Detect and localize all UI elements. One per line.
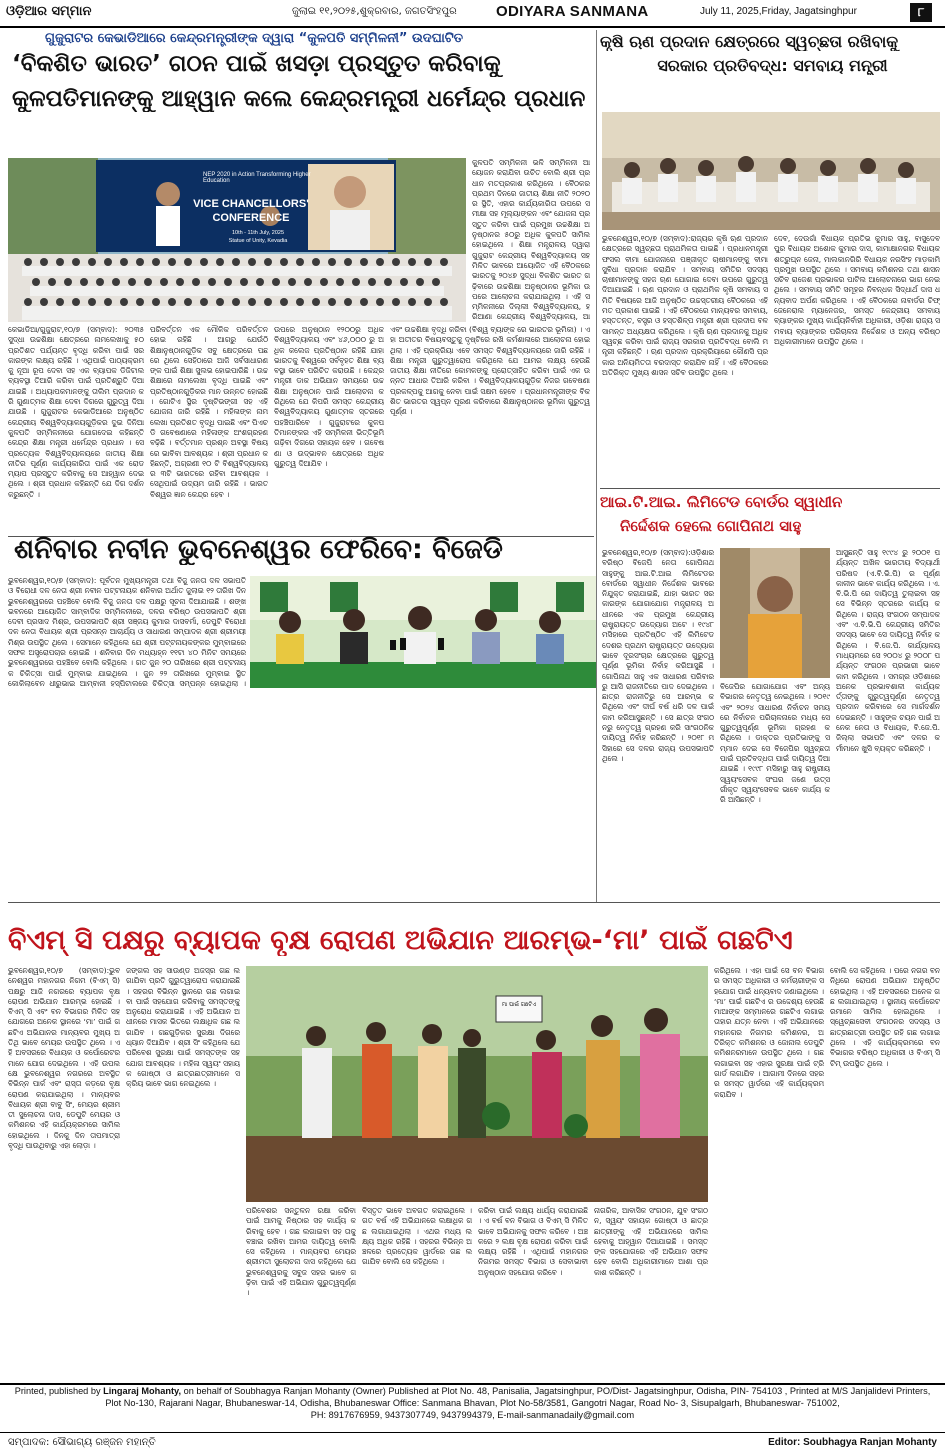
editor-bar bbox=[0, 1432, 945, 1452]
story5-column-5: କରିବା ପାଇଁ ଲକ୍ଷ୍ୟ ଧାର୍ଯ୍ୟ କରାଯାଇଛି । ଏ ବର୍ଷ ବନ ବିଭାଗ ଓ ବିଏମ୍ ସି ମିଳିତ ଭାବେ ଅଭିଯାନକୁ ସଫଳ କରିବେ । ଅଞ୍ଚଳରେ ୨ ଲକ୍ଷ ବୃକ୍ଷ ରୋପଣ କରିବା ପାଇଁ ଲକ୍ଷ୍ୟ ରହିଛି । ଏଥିପାଇଁ ମହାନଗର ନିଗମର ସମସ୍ତ ବିଭାଗ ଓ ସେବାଭାବୀ ଅନୁଷ୍ଠାନ ସହଯୋଗ କରିବେ । bbox=[478, 1206, 588, 1277]
story3-headline-line1: ଆଇ.ଟି.ଆଇ. ଲିମିଟେଡ ବୋର୍ଡର ସ୍ୱାଧୀନ bbox=[600, 494, 843, 511]
portrait-photo-svg bbox=[720, 548, 830, 678]
story5-column-7: କରିଥିଲେ । ଏହା ପାଇଁ ସେ ବନ ବିଭାଗର ସମସ୍ତ ଅଧିକାରୀ ଓ କର୍ମଚାରୀଙ୍କ ସହଯୋଗ ପାଇଁ ଧନ୍ୟବାଦ ଜଣାଇଥିଲେ । ‘ମା’ ପାଇଁ ଗଛଟିଏ ର ଉଦ୍ଦେଶ୍ୟ ହେଉଛି ମାଆଙ୍କ ସମ୍ମାନରେ ଗଛଟିଏ ଲଗାଇ ତାହାର ଯତ୍ନ ନେବା । ଏହି ଅଭିଯାନରେ ମହାନଗର ନିଗମର କମିଶନର, ଅତିରିକ୍ତ କମିଶନର ଓ ଜୋନାଲ ଡେପୁଟି କମିଶନରମାନେ ଉପସ୍ଥିତ ଥିଲେ । ଗଛ ଲଗାଇବା ସହ ଏହାର ସୁରକ୍ଷା ପାଇଁ ଟ୍ରି ଗାର୍ଡ ଲଗାଯିବ । ଆଗାମୀ ଦିନରେ ସହରର ସମସ୍ତ ୱାର୍ଡରେ ଏହି କାର୍ଯ୍ୟକ୍ରମ କରାଯିବ । bbox=[714, 966, 824, 1099]
banner-date: 10th - 11th July, 2025 bbox=[231, 230, 285, 236]
imprint-line-3: PH: 8917676959, 9437307749, 9437994379, E-mail-sanmanadaily@gmail.com bbox=[310, 1410, 635, 1420]
story5-column-2: ଜଙ୍ଗଲ ସହ ସାଉଣ୍ଡ ଅଜସ୍ର ଗଛ ଲଗାଯିବା ପ୍ରତି ଗୁରୁତ୍ୱାରୋପ କରାଯାଇଛି । ସହରର ବିଭିନ୍ନ ସ୍ଥାନରେ ଗଛ ଲଗାଇବା ପାଇଁ ସହଯୋଗ କରିବାକୁ ସମସ୍ତଙ୍କୁ ଅନୁରୋଧ କରାଯାଇଛି । ଏହି ଅଭିଯାନ ଅଧୀନରେ ମାସକ ଭିତରେ ଲକ୍ଷାଧିକ ଗଛ ଲଗାଯିବ । ଗଛଗୁଡ଼ିକର ସୁରକ୍ଷା ଦିଗରେ ଧ୍ୟାନ ଦିଆଯିବ । ଶ୍ରୀ ସିଂ କହିଥିଲେ ଯେ ପରିବେଶ ସୁରକ୍ଷା ପାଇଁ ସମସ୍ତଙ୍କ ସହଯୋଗ ଆବଶ୍ୟକ । ମହିଳା ସ୍ୱୟଂ ସହାୟକ ଗୋଷ୍ଠୀ ଓ ଛାତ୍ରଛାତ୍ରୀମାନେ ସକ୍ରିୟ ଭାବେ ଭାଗ ନେଇଥିଲେ । bbox=[126, 966, 240, 1089]
editor-odia: ସମ୍ପାଦକ: ସୌଭାଗ୍ୟ ରଞ୍ଜନ ମହାନ୍ତି bbox=[8, 1437, 156, 1448]
story1-column-1: କେଭାଡିଆ/ଗୁଜୁରାଟ,୧୦/୭ (ସମ୍ବାଦ): ୨୦୩୫ ସୁଦ୍ଧା ଉଚ୍ଚଶିକ୍ଷା କ୍ଷେତ୍ରରେ ନାମଲେଖାକୁ ୫୦ ପ୍ରତିଶତ ପର୍ଯ୍ୟନ୍ତ ବୃଦ୍ଧି କରିବା ପାଇଁ ସରକାରଙ୍କ ଲକ୍ଷ୍ୟ ରହିଛି । ଏଥିପାଇଁ ପାଠ୍ୟକ୍ରମକୁ ନୂଆ ରୂପ ଦେବା ସହ ଏକ ବ୍ୟାପକ ଡିଜିଟାଲ ବ୍ୟବସ୍ଥା ତିଆରି କରିବା ପାଇଁ ପ୍ରତିଶ୍ରୁତି ଦିଆଯାଇଛି । ଅଧ୍ୟାପକମାନଙ୍କୁ ତାଲିମ ପ୍ରଦାନ କରି ଗୁଣାତ୍ମକ ଶିକ୍ଷା ଦେବା ଦିଗରେ ଗୁରୁତ୍ୱ ଦିଆଯାଉଛି । ଗୁଜୁରାଟର କେଭାଡିଆରେ ଅନୁଷ୍ଠିତ କେନ୍ଦ୍ରୀୟ ବିଶ୍ୱବିଦ୍ୟାଳୟଗୁଡ଼ିକର ଦୁଇ ଦିନିଆ କୁଳପତି ସମ୍ମିଳନୀରେ ଯୋଗଦେଇ କହିଛନ୍ତି କେନ୍ଦ୍ର ଶିକ୍ଷା ମନ୍ତ୍ରୀ ଧର୍ମେନ୍ଦ୍ର ପ୍ରଧାନ । ସେ ପ୍ରତ୍ୟେକ ବିଶ୍ୱବିଦ୍ୟାଳୟରେ ଜାତୀୟ ଶିକ୍ଷା ନୀତିର ପୂର୍ଣ୍ଣ କାର୍ଯ୍ୟକାରିତା ପାଇଁ ଏକ ରୋଡମ୍ୟାପ ପ୍ରସ୍ତୁତ କରିବାକୁ ସେ ଆହ୍ୱାନ ଦେଇଥିଲେ । ଶ୍ରୀ ପ୍ରଧାନ କହିଛନ୍ତି ଯେ ଦିଗ ଦର୍ଶନ କରୁଛନ୍ତି । bbox=[8, 325, 144, 499]
story2-meeting-photo bbox=[602, 112, 940, 230]
story1-headline-line1: ‘ବିକଶିତ ଭାରତ’ ଗଠନ ପାଇଁ ଖସଡ଼ା ପ୍ରସ୍ତୁତ କରିବାକୁ bbox=[12, 52, 501, 77]
banner-small-text: NEP 2020 in Action Transforming Higher Education bbox=[203, 172, 311, 184]
story5-column-8: ବୋଲି ସେ କହିଥିଲେ । ପରେ ନଗର ବନ ନିଧିରେ ରୋପଣ ଅଭିଯାନ ଅନୁଷ୍ଠିତ ହୋଇଥିଲା । ଏହି ଅବସରରେ ଅନେକ ଗଛ ଲଗାଯାଇଥିଲା । ସ୍ଥାନୀୟ କର୍ପୋରେଟରମାନେ ସାମିଲ ହୋଇଥିଲେ । ସ୍ୱେଚ୍ଛାସେବୀ ସଂଗଠନର ସଦସ୍ୟ ଓ ଛାତ୍ରଛାତ୍ରୀ ଉପସ୍ଥିତ ରହି ଗଛ ଲଗାଇଥିଲେ । ଏହି କାର୍ଯ୍ୟକ୍ରମରେ ବନ ବିଭାଗର ବରିଷ୍ଠ ଅଧିକାରୀ ଓ ବିଏମ୍ ସି ଟିମ୍ ଉପସ୍ଥିତ ଥିଲେ । bbox=[830, 966, 940, 1068]
meeting-photo-svg bbox=[602, 112, 940, 230]
story1-body-right: କୁଳପତି ସମ୍ମିଳନୀ ଭଳି ସମ୍ମିଳନୀ ଆୟୋଜନ କରାଯିବା ଉଚିତ ବୋଲି ଶ୍ରୀ ପ୍ରଧାନ ମତପ୍ରକାଶ କରିଥିଲେ । ବୈଠକର ପ୍ରଥମ ଦିନରେ ଜାତୀୟ ଶିକ୍ଷା ନୀତି ୨୦୨୦ର ସ୍ଥିତି, ଏହାର କାର୍ଯ୍ୟକାରିତା ଉପରେ ସମୀକ୍ଷା ସହ ମୂଲ୍ୟାଙ୍କନ ଏବଂ ଯୋଜନା ପ୍ରସ୍ତୁତ କରିବା ପାଇଁ ପ୍ରମୁଖ ଉଚ୍ଚଶିକ୍ଷା ଅନୁଷ୍ଠାନର ୫୦ରୁ ଅଧିକ କୁଳପତି ସାମିଲ ହୋଇଥିଲେ । ଶିକ୍ଷା ମନ୍ତ୍ରାଳୟ ଦ୍ୱାରା ଗୁଜୁରାଟ କେନ୍ଦ୍ରୀୟ ବିଶ୍ୱବିଦ୍ୟାଳୟ ସହ ମିଳିତ ଭାବରେ ଆୟୋଜିତ ଏହି ବୈଠକରେ ଭାରତକୁ ୨୦୪୭ ସୁଦ୍ଧା ବିକଶିତ ଭାରତ ଗଢ଼ିବାରେ ଉଚ୍ଚଶିକ୍ଷା ଅନୁଷ୍ଠାନର ଭୂମିକା ଉପରେ ଆଲୋଚନା କରାଯାଇଥିଲା । ଏହି ସମ୍ମିଳନୀରେ ଦିଲ୍ଲୀ ବିଶ୍ୱବିଦ୍ୟାଳୟ, ହରିଆଣା କେନ୍ଦ୍ରୀୟ ବିଶ୍ୱବିଦ୍ୟାଳୟ, ଆ bbox=[472, 158, 590, 322]
story5-column-3: ପରିବେଶର ସନ୍ତୁଳନ ରକ୍ଷା କରିବା ପାଇଁ ଆମକୁ ନିଷ୍ଠାର ସହ କାର୍ଯ୍ୟ କରିବାକୁ ହେବ । ଗଛ ଲଗାଇବା ସହ ତାକୁ ବଞ୍ଚାଇ ରଖିବା ଆମର ଦାୟିତ୍ୱ ବୋଲି ସେ କହିଥିଲେ । ମାନ୍ୟବରା ମେୟର ଶ୍ରୀମତୀ ସୁଲୋଚନା ଦାସ କହିଥିଲେ ଯେ ଭୁବନେଶ୍ୱରକୁ ସବୁଜ ସହର ଭାବେ ଗଢ଼ିବା ପାଇଁ ଏହି ଅଭିଯାନ ଗୁରୁତ୍ୱପୂର୍ଣ୍ଣ । bbox=[246, 1206, 356, 1298]
section-divider bbox=[8, 902, 940, 903]
story1-column-3: ଉପରେ ଅନୁଷ୍ଠାନ ୧୨୦୦ରୁ ଅଧିକ ବିଶ୍ୱବିଦ୍ୟାଳୟ ଏବଂ ୪୬,୦୦୦ ରୁ ଅଧିକ କଲେଜ ପ୍ରତିଷ୍ଠାନ ରହିଛି ଯାହା ଭାରତକୁ ବିଶ୍ୱରେ ସର୍ବବୃହତ ଶିକ୍ଷା ବ୍ୟବସ୍ଥା ଭାବେ ପରିଚିତ କରାଉଛି । କେନ୍ଦ୍ରମନ୍ତ୍ରୀ ଡାକ ଅଭିଯାନ ସମୟରେ ଉଚ୍ଚଶିକ୍ଷା ଅନୁଷ୍ଠାନ ପାଇଁ ଆଲୋଚନା କରିଥିଲେ ଯେ କିପରି ସମସ୍ତ କେନ୍ଦ୍ରୀୟ ବିଶ୍ୱବିଦ୍ୟାଳୟ ଗୁଣାତ୍ମକ ସ୍ତରରେ ପହଞ୍ଚିପାରିବେ । ଗୁଜୁରାଟରେ କୁଳପତିମାନଙ୍କର ଏହି ସମ୍ମିଳନୀ ଭିତ୍ତିଭୂମି ଗଢ଼ିବା ଦିଗରେ ସହାୟକ ହେବ । ଗବେଷଣା ଓ ଉଦ୍ଭାବନ କ୍ଷେତ୍ରରେ ଅଧିକ ଗୁରୁତ୍ୱ ଦିଆଯିବ । bbox=[274, 325, 384, 468]
plantation-photo-svg bbox=[246, 966, 708, 1202]
editor-english: Editor: Soubhagya Ranjan Mohanty bbox=[768, 1437, 937, 1448]
story5-column-6: ନାଗରିକ, ଆବାସିକ ସଂଗଠନ, ଯୁବ ସଂଗଠନ, ସ୍ୱୟଂ ସହାୟକ ଗୋଷ୍ଠୀ ଓ ଛାତ୍ରଛାତ୍ରୀଙ୍କୁ ଏହି ଅଭିଯାନରେ ସାମିଲ ହେବାକୁ ଆହ୍ୱାନ ଦିଆଯାଇଛି । ସମସ୍ତଙ୍କ ସହଯୋଗରେ ଏହି ଅଭିଯାନ ସଫଳ ହେବ ବୋଲି ଅଧିକାରୀମାନେ ଆଶା ପ୍ରକାଶ କରିଛନ୍ତି । bbox=[594, 1206, 708, 1277]
story5-headline: ବିଏମ୍ ସି ପକ୍ଷରୁ ବ୍ୟାପକ ବୃକ୍ଷ ରୋପଣ ଅଭିଯାନ ଆରମ୍ଭ-‘ମା’ ପାଇଁ ଗଛଟିଏ bbox=[8, 926, 793, 956]
story5-plantation-photo bbox=[246, 966, 708, 1202]
story3-column-2: ବିଜେପିର ଯୋଗାଯୋଗ ଏବଂ ଅନ୍ୟ ବିଭାଗର ନେତୃତ୍ୱ ନେଇଥିଲେ । ୨୦୧୯ ଏବଂ ୨୦୨୪ ସାଧାରଣ ନିର୍ବାଚନ ସମୟରେ ନିର୍ବାଚନ ପରିଚାଳନାରେ ମଧ୍ୟ ସେ ଗୁରୁତ୍ୱପୂର୍ଣ୍ଣ ଭୂମିକା ଗ୍ରହଣ କରିଥିଲେ । ଡାକ୍ତର ପ୍ରତିଭାଙ୍କୁ ସମ୍ମାନ ଦେଇ ସେ ବିଜେପିର ସ୍ୱଚ୍ଛତା ପାଇଁ ପ୍ରତିବଦ୍ଧତା ପାଇଁ ଦାୟିତ୍ୱ ଦିଆଯାଇଛି । ୧୯୯୮ ମସିହାରୁ ସାହୁ ରାଷ୍ଟ୍ରୀୟ ସ୍ୱୟଂସେବକ ସଂଘର ଜଣେ ଉତ୍ସର୍ଗୀକୃତ ସ୍ୱୟଂସେବକ ଭାବେ କାର୍ଯ୍ୟ କରି ଆସିଛନ୍ତି । bbox=[720, 682, 830, 805]
imprint-line-1-rest: on behalf of Soubhagya Ranjan Mohanty (Owner) Published at Plot No. 48, Panisalia, Jagatsinghpur, PO/Dist- Jagatsinghpur, Odisha, PIN- 754103 , Printed at M/S Janjalidevi Printers, bbox=[183, 1386, 931, 1396]
story5-column-1: ଭୁବନେଶ୍ୱର,୧୦/୭ (ସମ୍ବାଦ):ଭୁବନେଶ୍ୱର ମହାନଗର ନିଗମ (ବିଏମ୍ ସି) ପକ୍ଷରୁ ଆଜି ନଗରରେ ବ୍ୟାପକ ବୃକ୍ଷ ରୋପଣ ଅଭିଯାନ ଆରମ୍ଭ ହୋଇଛି । ବିଏମ୍ ସି ଏବଂ ବନ ବିଭାଗର ମିଳିତ ସହଯୋଗରେ ଅନେକ ସ୍ଥାନରେ ‘ମା’ ପାଇଁ ଗଛଟିଏ ଅଭିଯାନର ମାନ୍ୟବର ମୁଖ୍ୟ ଅତିଥି ଭାବେ ମେୟର ଉପସ୍ଥିତ ଥିଲେ । ଏହି ଅବସରରେ ବିଧାୟକ ଓ କର୍ପୋରେଟରମାନେ ଯୋଗ ଦେଇଥିଲେ । ଏହି ଉପଲକ୍ଷେ ଭୁବନେଶ୍ୱର ନଗରରେ ଅବସ୍ଥିତ ବିଭିନ୍ନ ପାର୍କ ଏବଂ ରାସ୍ତା କଡ଼ରେ ବୃକ୍ଷ ରୋପଣ କରାଯାଇଥିଲା । ମାନ୍ୟବର ବିଧାୟକ ଶ୍ରୀ ବାବୁ ସିଂ, ମେୟର ଶ୍ରୀମତୀ ସୁଲୋଚନା ଦାସ, ଡେପୁଟି ମେୟର ଓ କମିଶନର ଏହି କାର୍ଯ୍ୟକ୍ରମରେ ସାମିଲ ହୋଇଥିଲେ । ଦିନକୁ ଦିନ ତାପମାତ୍ରା ବୃଦ୍ଧି ପାଉଥିବାରୁ ଏହା ଲୋଡ଼ା । bbox=[8, 966, 120, 1151]
story4-body: ଭୁବନେଶ୍ୱର,୧୦/୭ (ସମ୍ବାଦ): ପୂର୍ବତନ ମୁଖ୍ୟମନ୍ତ୍ରୀ ତଥା ବିଜୁ ଜନତା ଦଳ ସଭାପତି ଓ ବିରୋଧୀ ଦଳ ନେତା ଶ୍ରୀ ନବୀନ ପଟ୍ଟନାୟକ ଶନିବାର ଅର୍ଥାତ ଜୁଲାଇ ୧୨ ତାରିଖ ଦିନ ଭୁବନେଶ୍ୱରରେ ପହଞ୍ଚିବେ ବୋଲି ବିଜୁ ଜନତା ଦଳ ପକ୍ଷରୁ ସୂଚନା ଦିଆଯାଇଛି । ଶଙ୍ଖ ଭବନରେ ଆୟୋଜିତ ସାମ୍ବାଦିକ ସମ୍ମିଳନୀରେ, ଦଳର ବରିଷ୍ଠ ଉପସଭାପତି ଶ୍ରୀ ଦେବୀ ପ୍ରସାଦ ମିଶ୍ର, ଉପସଭାପତି ଶ୍ରୀ ସଞ୍ଜୟ କୁମାର ଦାସବର୍ମା, ଡେପୁଟି ବିରୋଧୀ ଦଳ ନେତା ବିଧାୟକ ଶ୍ରୀ ପ୍ରସନ୍ନ ଆଚାର୍ଯ୍ୟ ଓ ସାଧାରଣ ସମ୍ପାଦକ ଶ୍ରୀ ଶ୍ରୀମୟୀ ମିଶ୍ର ଉପସ୍ଥିତ ଥିଲେ । ସେମାନେ କହିଥିଲେ ଯେ ଶ୍ରୀ ପଟ୍ଟନାୟକଙ୍କର ମୁମ୍ବାଇରେ ସଫଳ ଅସ୍ତ୍ରୋପଚାର ହୋଇଛି । ଶନିବାର ଦିନ ମଧ୍ୟାହ୍ନ ୧୧ଟା ୪୦ ମିନିଟ ସମୟରେ ଭୁବନେଶ୍ୱରରେ ପହଞ୍ଚିବେ ବୋଲି କହିଥିଲେ । ଗତ ଜୁନ ୨୦ ତାରିଖରେ ଶ୍ରୀ ପଟ୍ଟନାୟକ ଚିକିତ୍ସା ପାଇଁ ମୁମ୍ବାଇ ଯାଇଥିଲେ । ଜୁନ ୨୨ ତାରିଖରେ ମୁମ୍ବାଇ ସ୍ଥିତ କୋକିଲାବେନ ଧୀରୁଭାଇ ଆମ୍ବାନୀ ହସ୍ପିଟାଲରେ ଚିକିତ୍ସା ସମ୍ପନ୍ନ ହୋଇଥିଲା । bbox=[8, 576, 246, 688]
masthead-newspaper-name: ODIYARA SANMANA bbox=[496, 3, 649, 20]
imprint-publisher: Lingaraj Mohanty, bbox=[103, 1386, 182, 1396]
story2-headline-line1: କୃଷି ଋଣ ପ୍ରଦାନ କ୍ଷେତ୍ରରେ ସ୍ୱଚ୍ଛତା ରଖିବାକୁ bbox=[600, 33, 899, 51]
masthead-date-english: July 11, 2025,Friday, Jagatsinghpur bbox=[700, 6, 857, 17]
story2-column-1: ଭୁବନେଶ୍ୱର,୧୦/୭ (ସମ୍ବାଦ):ରାଜ୍ୟର କୃଷି ଋଣ ପ୍ରଦାନ କ୍ଷେତ୍ରରେ ସ୍ୱଚ୍ଛତା ପ୍ରାଥମିକତା ପାଇଛି । ପ୍ରଧାନମନ୍ତ୍ରୀ ଫସଲ ବୀମା ଯୋଜନାରେ ପଞ୍ଜୀକୃତ ଚାଷୀମାନଙ୍କୁ ବୀମା ସୁବିଧା ପ୍ରଦାନ କରାଯିବ । ସମବାୟ ସମିତିର ସଦସ୍ୟ ଚାଷୀମାନଙ୍କୁ ସହଜ ଋଣ ଯୋଗାଇ ଦେବା ଉପରେ ଗୁରୁତ୍ୱ ଦିଆଯାଇଛି । ଋଣ ପ୍ରଦାନ ଓ ପ୍ରାଥମିକ କୃଷି ସମବାୟ ସମିତି ବିଷୟରେ ଆଜି ଅନୁଷ୍ଠିତ ଉଚ୍ଚସ୍ତରୀୟ ବୈଠକରେ ଏହି ମତ ପ୍ରକାଶ ପାଇଛି । ଏହି ବୈଠକରେ ମାନ୍ୟବର ସମବାୟ, ହସ୍ତତନ୍ତ, ବସ୍ତ୍ର ଓ ହସ୍ତଶିଳ୍ପ ମନ୍ତ୍ରୀ ଶ୍ରୀ ପ୍ରଦୀପ ବଳ ସାମନ୍ତ ଅଧ୍ୟକ୍ଷତା କରିଥିଲେ । କୃଷି ଋଣ ପ୍ରଦାନକୁ ଅଧିକ ସ୍ୱଚ୍ଛ କରିବା ପାଇଁ ରାଜ୍ୟ ସରକାର ପ୍ରତିବଦ୍ଧ ବୋଲି ମନ୍ତ୍ରୀ କହିଛନ୍ତି । ଋଣ ପ୍ରଦାନ ପ୍ରକ୍ରିୟାରେ କୌଣସି ପ୍ରକାର ଅନିୟମିତତା ବରଦାସ୍ତ କରାଯିବ ନାହିଁ । ଏହି ବୈଠକରେ ଅତିରିକ୍ତ ମୁଖ୍ୟ ଶାସନ ସଚିବ ଉପସ୍ଥିତ ଥିଲେ । bbox=[602, 234, 768, 377]
story1-kicker: ଗୁଜୁରାଟର କେଭାଡିଆରେ କେନ୍ଦ୍ରମନ୍ତ୍ରୀଙ୍କ ଦ୍ୱାରା “କୁଳପତି ସମ୍ମିଳନୀ” ଉଦଘାଟିତ bbox=[45, 31, 464, 46]
story3-column-3: ଆସୁଛନ୍ତି ସାହୁ ୧୯୯୪ ରୁ ୨୦୦୧ ପର୍ଯ୍ୟନ୍ତ ଅଖିଳ ଭାରତୀୟ ବିଦ୍ୟାର୍ଥୀ ପରିଷଦ (ଏ.ବି.ଭି.ପି) ର ପୂର୍ଣ୍ଣକାଳୀନ ଭାବେ କାର୍ଯ୍ୟ କରିଥିଲେ । ଏ.ବି.ଭି.ପି ରେ ଦାୟିତ୍ୱ ତୁଲାଇବା ସହ ସେ ବିଭିନ୍ନ ସ୍ତରରେ କାର୍ଯ୍ୟ କରିଥିଲେ । ରାଜ୍ୟ ସଂଗଠନ ସମ୍ପାଦକ ଏବଂ ଏ.ବି.ଭି.ପି କେନ୍ଦ୍ରୀୟ ସମିତିର ସଦସ୍ୟ ଭାବେ ସେ ଦାୟିତ୍ୱ ନିର୍ବାହ କରିଥିଲେ । ବି.ଜେ.ପି. କାର୍ଯ୍ୟାଳୟ ମାଧ୍ୟମରେ ସେ ୨୦୦୪ ରୁ ୨୦୦୮ ପର୍ଯ୍ୟନ୍ତ ସଂଗଠନ ପ୍ରଭାରୀ ଭାବେ କାମ କରିଥିଲେ । ସମଗ୍ର ଓଡ଼ିଶାରେ ଅନେକ ପ୍ରଭାବଶାଳୀ କାର୍ଯ୍ୟକର୍ତ୍ତାଙ୍କୁ ଗୁରୁତ୍ୱପୂର୍ଣ୍ଣ ନେତୃତ୍ୱ ପ୍ରଦାନ କରିବାରେ ସେ ମାର୍ଗଦର୍ଶନ ଦେଇଛନ୍ତି । ସାହୁଙ୍କ ଚୟନ ପାଇଁ ଅନେକ ନେତା ଓ ବିଧାୟକ, ବି.ଜେ.ପି. ଜିଲ୍ଲା ସଭାପତି ଏବଂ ଦଳର କର୍ମୀମାନେ ଖୁସି ବ୍ୟକ୍ତ କରିଛନ୍ତି । bbox=[836, 548, 940, 753]
imprint-footer bbox=[0, 1383, 945, 1431]
story5-column-4: ବିସ୍ତୃତ ଭାବେ ଅବଗତ କରାଇଥିଲେ । ଗତ ବର୍ଷ ଏହି ଅଭିଯାନରେ ଲକ୍ଷାଧିକ ଗଛ ଲଗାଯାଇଥିଲା । ଏଥର ମଧ୍ୟ ଲକ୍ଷ୍ୟ ଅଧିକ ରହିଛି । ସହରର ବିଭିନ୍ନ ଅଞ୍ଚଳରେ ପ୍ରତ୍ୟେକ ୱାର୍ଡରେ ଗଛ ଲଗାଯିବ ବୋଲି ସେ କହିଥିଲେ । bbox=[362, 1206, 472, 1267]
banner-title-line1: VICE CHANCELLORS' bbox=[193, 198, 309, 210]
story2-headline-line2: ସରକାର ପ୍ରତିବଦ୍ଧ: ସମବାୟ ମନ୍ତ୍ରୀ bbox=[657, 57, 888, 75]
story4-press-meet-photo bbox=[250, 576, 596, 688]
page-number: ୮ bbox=[910, 3, 932, 22]
banner-title-line2: CONFERENCE bbox=[212, 212, 290, 224]
imprint-line-1 bbox=[0, 1385, 945, 1397]
story3-headline-line2: ନିର୍ଦ୍ଦେଶକ ହେଲେ ଗୋପିନାଥ ସାହୁ bbox=[620, 518, 802, 535]
story3-column-1: ଭୁବନେଶ୍ୱର,୧୦/୭ (ସମ୍ବାଦ):ଓଡ଼ିଶାର ବରିଷ୍ଠ ବିଜେପି ନେତା ଗୋପିନାଥ ସାହୁଙ୍କୁ ଆଇ.ଟି.ଆଇ ଲିମିଟେଡର ବୋର୍ଡରେ ସ୍ୱାଧୀନ ନିର୍ଦ୍ଦେଶକ ଭାବରେ ନିଯୁକ୍ତ କରାଯାଇଛି, ଯାହା ଭାରତ ସରକାରଙ୍କ ଯୋଗାଯୋଗ ମନ୍ତ୍ରାଳୟ ଅଧୀନରେ ଏକ ପ୍ରମୁଖ କେନ୍ଦ୍ରୀୟ ରାଷ୍ଟ୍ରାୟତ୍ତ ଉଦ୍ୟୋଗ ଅଟେ । ୧୯୪୮ ମସିହାରେ ପ୍ରତିଷ୍ଠିତ ଏହି ଲିମିଟେଡ ଦେଶର ପ୍ରଥମ ରାଷ୍ଟ୍ରାୟତ୍ତ ଉଦ୍ୟୋଗ ଭାବେ ଦୂରସଂଚାର କ୍ଷେତ୍ରରେ ଗୁରୁତ୍ୱପୂର୍ଣ୍ଣ ଭୂମିକା ନିର୍ବାହ କରିଆସୁଛି । ଗୋପିନାଥ ସାହୁ ଏକ ସାଧାରଣ ପରିବାରରୁ ଆସି ରାଜନୀତିରେ ପାଦ ଦେଇଥିଲେ । ଛାତ୍ର ରାଜନୀତିରୁ ସେ ଆରମ୍ଭ କରିଥିଲେ ଏବଂ ଦୀର୍ଘ ବର୍ଷ ଧରି ଦଳ ପାଇଁ କାମ କରିଆସୁଛନ୍ତି । ସେ ଛାତ୍ର ସଂଗଠନରୁ ନେତୃତ୍ୱ ଗ୍ରହଣ କରି ସାଂଗଠନିକ ଦାୟିତ୍ୱ ନିର୍ବାହ କରିଛନ୍ତି । ୨୦୧୮ ମସିହାରେ ସେ ଦଳର ରାଜ୍ୟ ଉପସଭାପତି ଥିଲେ । bbox=[602, 548, 714, 763]
story4-headline: ଶନିବାର ନବୀନ ଭୁବନେଶ୍ୱର ଫେରିବେ: ବିଜେଡି bbox=[14, 535, 503, 565]
story3-portrait-photo bbox=[720, 548, 830, 678]
masthead-date-odia: ଜୁଲାଇ ୧୧,୨୦୨୫,ଶୁକ୍ରବାର, ଜଗତସିଂହପୁର bbox=[292, 6, 457, 17]
story2-column-2: ଦେବ, ଦେଉଗାଁ ବିଧାୟକ ପ୍ରତିଭ କୁମାର ସାହୁ, ବାସୁଦେବପୁର ବିଧାୟକ ଅଶୋକ କୁମାର ଦାସ, କାମାକ୍ଷାନଗର ବିଧାୟକ ଶତ୍ରୁଘ୍ନ ଜେନା, ମାଲକାନଗିରି ବିଧାୟକ ନରସିଂହ ମାଡ଼କାମି ପ୍ରମୁଖ ଉପସ୍ଥିତ ଥିଲେ । ସମବାୟ କମିଶନର ତଥା ଶାସନ ସଚିବ ରାଜେଶ ପ୍ରଭାକର ପାଟିଲ ଆଲୋଚନାରେ ଭାଗ ନେଇଥିଲେ । ସମବାୟ ସମିତି ସମୂହର ନିବନ୍ଧକ ସିଦ୍ଧାର୍ଥ ଦାସ ଧନ୍ୟବାଦ ଅର୍ପଣ କରିଥିଲେ । ଏହି ବୈଠକରେ ନାବାର୍ଡର ଚିଫ୍ ଜେନେରାଲ ମ୍ୟାନେଜର, ସମସ୍ତ କେନ୍ଦ୍ରୀୟ ସମବାୟ ବ୍ୟାଙ୍କର ମୁଖ୍ୟ କାର୍ଯ୍ୟନିର୍ବାହୀ ଅଧିକାରୀ, ଓଡ଼ିଶା ରାଜ୍ୟ ସମବାୟ ବ୍ୟାଙ୍କର ପରିଚାଳନା ନିର୍ଦ୍ଦେଶକ ଓ ଅନ୍ୟ ବରିଷ୍ଠ ଅଧିକାରୀମାନେ ଉପସ୍ଥିତ ଥିଲେ । bbox=[774, 234, 940, 346]
newspaper-logo: ଓଡ଼ିଆର ସମ୍ମାନ bbox=[6, 4, 92, 19]
plantation-sign-board: ମା ପାଇଁ ଗଛଟିଏ bbox=[501, 1002, 537, 1008]
story1-conference-photo bbox=[8, 158, 466, 322]
story1-column-2: ପରିବର୍ତ୍ତନ ଏକ ମୌଳିକ ପରିବର୍ତ୍ତନ ହୋଇ ରହିଛି । ଆଗରୁ ଯେଉଁଠି ଶିକ୍ଷାନୁଷ୍ଠାନଗୁଡ଼ିକ ସବୁ କ୍ଷେତ୍ରରେ ପଛରେ ଥିଲେ ସେହିଠାରେ ଆଜି ସର୍ବସାଧାରଣଙ୍କ ପାଇଁ ଶିକ୍ଷା ସୁଲଭ ହୋଇପାରିଛି । ଉଚ୍ଚଶିକ୍ଷାରେ ନାମଲେଖା ବୃଦ୍ଧି ପାଇଛି ଏବଂ ପ୍ରତିଷ୍ଠାନଗୁଡ଼ିକର ମାନ ଉନ୍ନତ ହୋଇଛି । ଗୋଟିଏ ସ୍ଥିର ଦୃଷ୍ଟିଭଙ୍ଗୀ ସହ ଏହି ଯୋଜନା ଜାରି ରହିଛି । ମହିଳାଙ୍କ ନାମଲେଖା ପ୍ରତିଶତ ବୃଦ୍ଧି ପାଇଛି ଏବଂ ପିଏଚଡି ଗବେଷଣାରେ ମହିଳାଙ୍କ ଅଂଶଗ୍ରହଣ ବଢ଼ିଛି । ବର୍ତ୍ତମାନ ପ୍ରଶ୍ନ ଅବସ୍ଥା ବିଷୟରେ ଭାବିବା ଆବଶ୍ୟକ । ଶ୍ରୀ ପ୍ରଧାନ କହିଛନ୍ତି, ଅଗ୍ରଣୀ ୧୦ ଟି ବିଶ୍ୱବିଦ୍ୟାଳୟର ୩ଟି ଭାରତରେ ରହିବା ଆବଶ୍ୟକ । ସେଥିପାଇଁ ଉଦ୍ୟମ ଜାରି ରହିଛି । ଭାରତ ବିଶ୍ୱର ଜ୍ଞାନ କେନ୍ଦ୍ର ହେବ । bbox=[150, 325, 268, 499]
imprint-prefix: Printed, published by bbox=[14, 1386, 101, 1396]
press-meet-photo-svg bbox=[250, 576, 596, 688]
section-divider bbox=[600, 488, 940, 489]
story1-headline-line2: କୁଳପତିମାନଙ୍କୁ ଆହ୍ୱାନ କଲେ କେନ୍ଦ୍ରମନ୍ତ୍ରୀ ଧର୍ମେନ୍ଦ୍ର ପ୍ରଧାନ bbox=[12, 87, 586, 112]
column-divider bbox=[596, 30, 597, 902]
banner-venue: Statue of Unity, Kevadia bbox=[228, 238, 288, 244]
story1-column-4: ଏବଂ ଉଚ୍ଚଶିକ୍ଷା ବୃଦ୍ଧି କରିବା (ବିଶ୍ୱ ବ୍ୟାଙ୍କ ରେ ଭାରତର ଭୂମିକା) । ଏହା ଅତୀତର ବିଷୟବସ୍ତୁକୁ ଦୃଷ୍ଟିରେ ରଖି କର୍ମଶାଳାରେ ଆଲୋଚନା ହୋଇଥିଲା । ଏହି ପ୍ରକ୍ରିୟା ଏବେ ସମସ୍ତ ବିଶ୍ୱବିଦ୍ୟାଳୟରେ ଜାରି ରହିଛି । ଶିକ୍ଷା ମନ୍ତ୍ରୀ ଗୁରୁତ୍ୱାରୋପ କରିଥିଲେ ଯେ ଆମର ଲକ୍ଷ୍ୟ ହେଉଛି ଜାତୀୟ ଶିକ୍ଷା ନୀତିରେ କୋମଳଙ୍କୁ ପ୍ରୋତ୍ସାହିତ କରିବା ପାଇଁ ଏକ ଉନ୍ନତ ଆଧାର ତିଆରି କରିବା । ବିଶ୍ୱବିଦ୍ୟାଳୟଗୁଡ଼ିକ ନିଜର ଗବେଷଣା ପ୍ରକଳ୍ପକୁ ଆଗକୁ ନେବା ପାଇଁ ସକ୍ଷମ ହେବେ । ପ୍ରଧାନମନ୍ତ୍ରୀଙ୍କ ବିକଶିତ ଭାରତର ସ୍ୱପ୍ନ ପୂରଣ କରିବାରେ ଶିକ୍ଷାନୁଷ୍ଠାନର ଭୂମିକା ଗୁରୁତ୍ୱପୂର୍ଣ୍ଣ । bbox=[390, 325, 590, 417]
imprint-line-2: Plot No-130, Rajarani Nagar, Bhubaneswar-14, Odisha, Bhubaneswar Office: Sanmana Bhavan, Plot No-58/3581, Gangotri Nagar, Road No- 3, Sisupalgarh, Bhubaneswar- 751002, bbox=[105, 1398, 840, 1408]
masthead bbox=[0, 0, 945, 28]
